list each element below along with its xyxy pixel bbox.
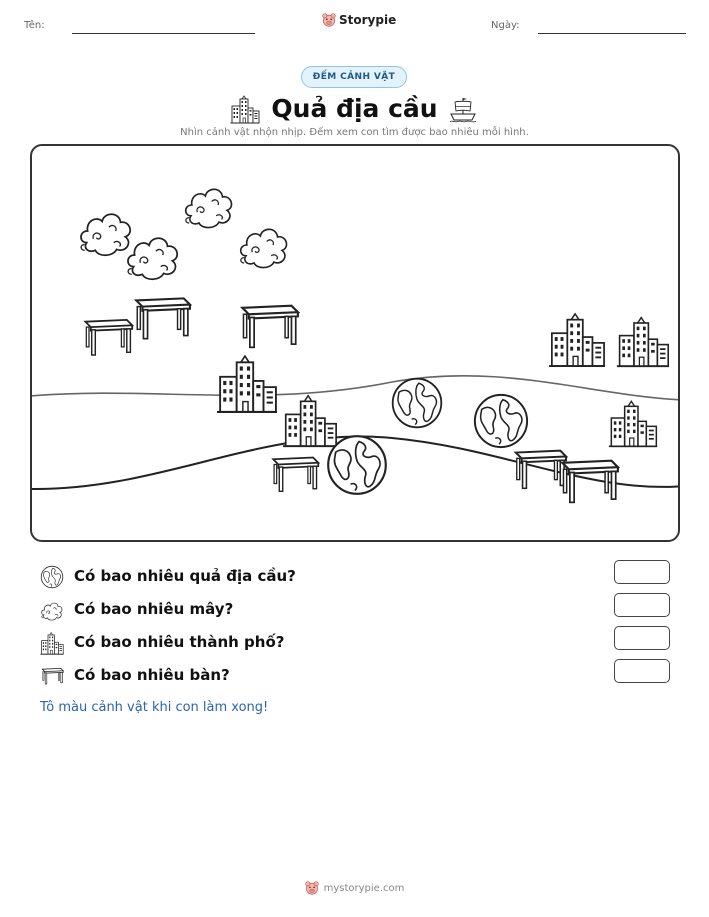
date-line[interactable] bbox=[538, 33, 686, 34]
table-icon bbox=[85, 320, 132, 355]
question-text: Có bao nhiêu quả địa cầu? bbox=[74, 567, 296, 585]
page-title: Quả địa cầu bbox=[271, 94, 438, 123]
city-icon bbox=[217, 356, 277, 412]
footer-site[interactable]: mystorypie.com bbox=[323, 882, 405, 894]
category-badge: ĐẾM CẢNH VẬT bbox=[301, 66, 407, 88]
answer-box[interactable] bbox=[614, 626, 670, 650]
cloud-icon bbox=[241, 229, 287, 267]
city-icon bbox=[40, 631, 64, 655]
coloring-note: Tô màu cảnh vật khi con làm xong! bbox=[40, 700, 269, 715]
question-row bbox=[40, 630, 670, 656]
city-icon bbox=[609, 401, 657, 446]
globe-icon bbox=[393, 379, 442, 428]
city-icon bbox=[617, 318, 669, 367]
name-line[interactable] bbox=[72, 33, 255, 34]
cloud-icon bbox=[81, 214, 130, 255]
question-row bbox=[40, 597, 670, 623]
cloud-icon bbox=[186, 189, 232, 227]
answer-box[interactable] bbox=[614, 593, 670, 617]
pig-icon bbox=[305, 881, 319, 895]
table-icon bbox=[40, 664, 64, 688]
question-row bbox=[40, 663, 670, 689]
city-icon bbox=[549, 314, 605, 366]
globe-icon bbox=[40, 565, 64, 589]
brand-name: Storypie bbox=[339, 13, 397, 27]
table-icon bbox=[136, 298, 190, 338]
globe-icon bbox=[328, 436, 386, 494]
page-subtitle: Nhìn cảnh vật nhộn nhịp. Đếm xem con tìm được bao nhiêu mỗi hình. bbox=[180, 127, 529, 138]
cloud-icon bbox=[128, 238, 177, 279]
answer-box[interactable] bbox=[614, 560, 670, 584]
city-icon bbox=[283, 396, 337, 446]
table-icon bbox=[516, 451, 566, 489]
hill-line-back bbox=[32, 376, 680, 400]
question-text: Có bao nhiêu thành phố? bbox=[74, 633, 285, 651]
question-row bbox=[40, 564, 670, 590]
name-label: Tên: bbox=[24, 20, 45, 31]
table-icon bbox=[273, 458, 318, 492]
brand-logo bbox=[322, 13, 396, 27]
globe-icon bbox=[475, 395, 527, 447]
question-text: Có bao nhiêu bàn? bbox=[74, 666, 230, 684]
date-label: Ngày: bbox=[491, 20, 520, 31]
cloud-icon bbox=[40, 598, 64, 622]
footer bbox=[0, 881, 709, 895]
question-text: Có bao nhiêu mây? bbox=[74, 600, 234, 618]
pig-icon bbox=[322, 13, 336, 27]
scene-drawing bbox=[32, 146, 680, 542]
table-icon bbox=[242, 306, 297, 348]
scene-panel bbox=[30, 144, 680, 542]
answer-box[interactable] bbox=[614, 659, 670, 683]
ship-icon bbox=[448, 94, 478, 124]
